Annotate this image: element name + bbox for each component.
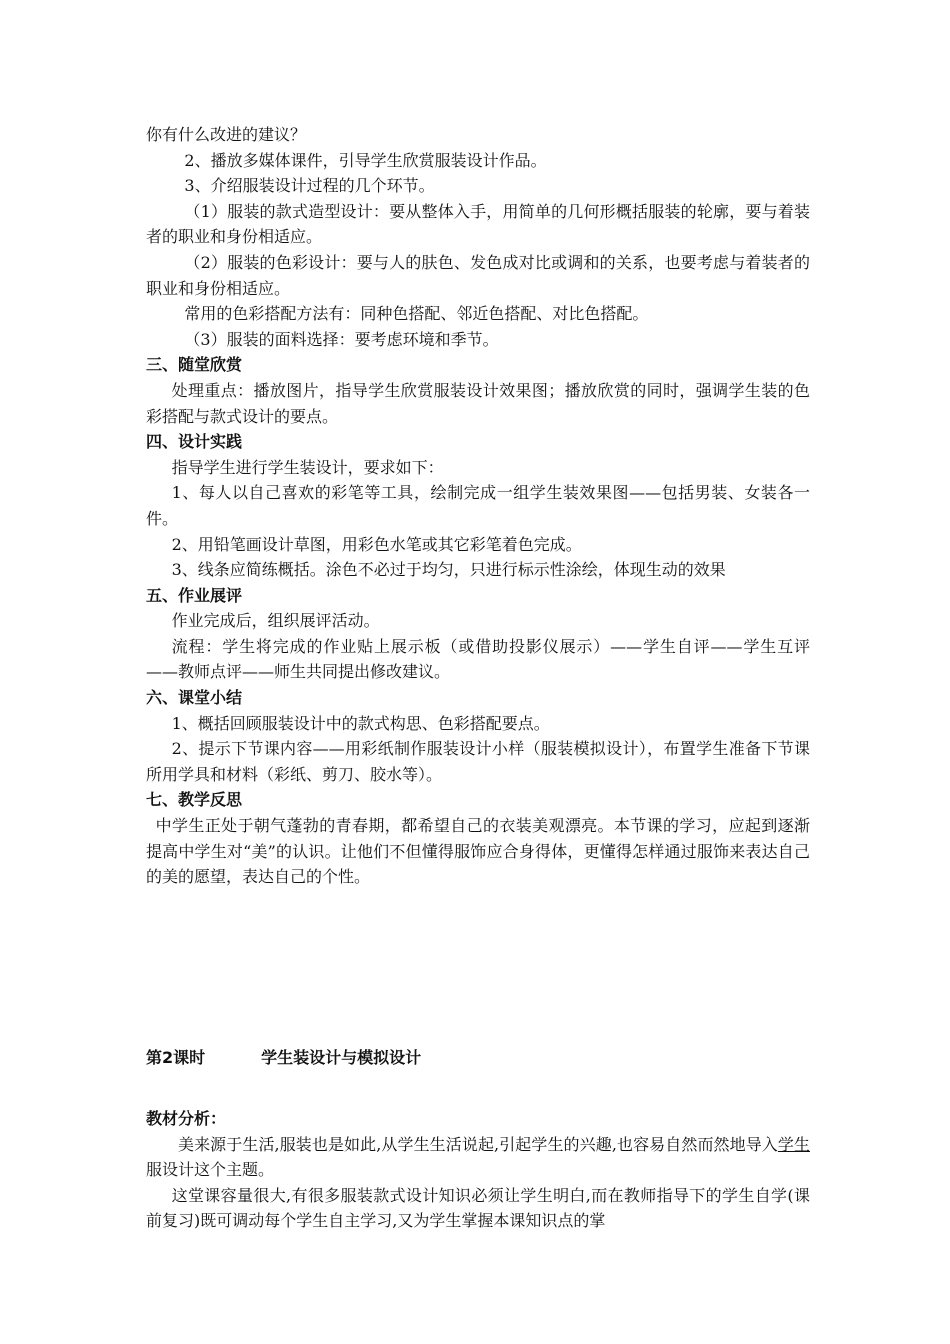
- section-heading: 六、课堂小结: [146, 688, 243, 708]
- paragraph: 这堂课容量很大,有很多服装款式设计知识必须让学生明白,而在教师指导下的学生自学(课前复习)既可调动每个学生自主学习,又为学生掌握本课知识点的掌: [146, 1185, 810, 1231]
- paragraph: （1）服装的款式造型设计：要从整体入手，用简单的几何形概括服装的轮廓，要与着装者的职业和身份相适应。: [146, 201, 810, 247]
- lesson2-content: [146, 1045, 810, 1234]
- paragraph: 3、线条应简练概括。涂色不必过于均匀，只进行标示性涂绘，体现生动的效果: [171, 560, 726, 580]
- paragraph: 处理重点：播放图片，指导学生欣赏服装设计效果图；播放欣赏的同时，强调学生装的色彩搭配与款式设计的要点。: [146, 380, 810, 426]
- text-run: 美来源于生活,服装也是如此,从学生生活说起,引起学生的兴趣,也容易自然而然地导入: [178, 1134, 778, 1154]
- lesson-number: 第2课时: [146, 1048, 206, 1067]
- paragraph: （3）服装的面料选择：要考虑环境和季节。: [184, 329, 499, 349]
- paragraph: 3、介绍服装设计过程的几个环节。: [184, 176, 435, 196]
- paragraph: [146, 1132, 810, 1183]
- underlined-text: 学生: [777, 1134, 810, 1154]
- lesson1-content: [146, 122, 810, 890]
- section-heading: 五、作业展评: [146, 585, 243, 605]
- lesson-name: 学生装设计与模拟设计: [261, 1048, 422, 1067]
- paragraph: 常用的色彩搭配方法有：同种色搭配、邻近色搭配、对比色搭配。: [184, 304, 649, 324]
- paragraph: 作业完成后，组织展评活动。: [171, 611, 380, 631]
- paragraph: 1、概括回顾服装设计中的款式构思、色彩搭配要点。: [171, 713, 550, 733]
- text-run: 服设计这个主题。: [146, 1160, 275, 1180]
- paragraph: 2、用铅笔画设计草图，用彩色水笔或其它彩笔着色完成。: [171, 534, 582, 554]
- paragraph: 2、播放多媒体课件，引导学生欣赏服装设计作品。: [184, 150, 547, 170]
- paragraph: （2）服装的色彩设计：要与人的肤色、发色成对比或调和的关系，也要考虑与着装者的职业和身份相适应。: [146, 252, 810, 298]
- paragraph: 1、每人以自己喜欢的彩笔等工具，绘制完成一组学生装效果图——包括男装、女装各一件。: [146, 483, 810, 528]
- paragraph: 指导学生进行学生装设计，要求如下：: [171, 457, 444, 477]
- section-heading: 三、随堂欣赏: [146, 355, 243, 375]
- paragraph: 中学生正处于朝气蓬勃的青春期，都希望自己的衣装美观漂亮。本节课的学习，应起到逐渐提高中学生对“美”的认识。让他们不但懂得服饰应合身得体，更懂得怎样通过服饰来表达自己的美的愿望，表达自己的个性。: [146, 816, 810, 887]
- section-heading: 四、设计实践: [146, 432, 243, 452]
- analysis-heading: 教材分析：: [146, 1109, 227, 1128]
- paragraph: 你有什么改进的建议？: [146, 125, 307, 144]
- paragraph: 流程：学生将完成的作业贴上展示板（或借助投影仪展示）——学生自评——学生互评——教师点评——师生共同提出修改建议。: [146, 636, 810, 682]
- paragraph: 2、提示下节课内容——用彩纸制作服装设计小样（服装模拟设计），布置学生准备下节课所用学具和材料（彩纸、剪刀、胶水等）。: [146, 739, 810, 784]
- section-heading: 七、教学反思: [146, 790, 243, 810]
- lesson-title: [146, 1045, 810, 1070]
